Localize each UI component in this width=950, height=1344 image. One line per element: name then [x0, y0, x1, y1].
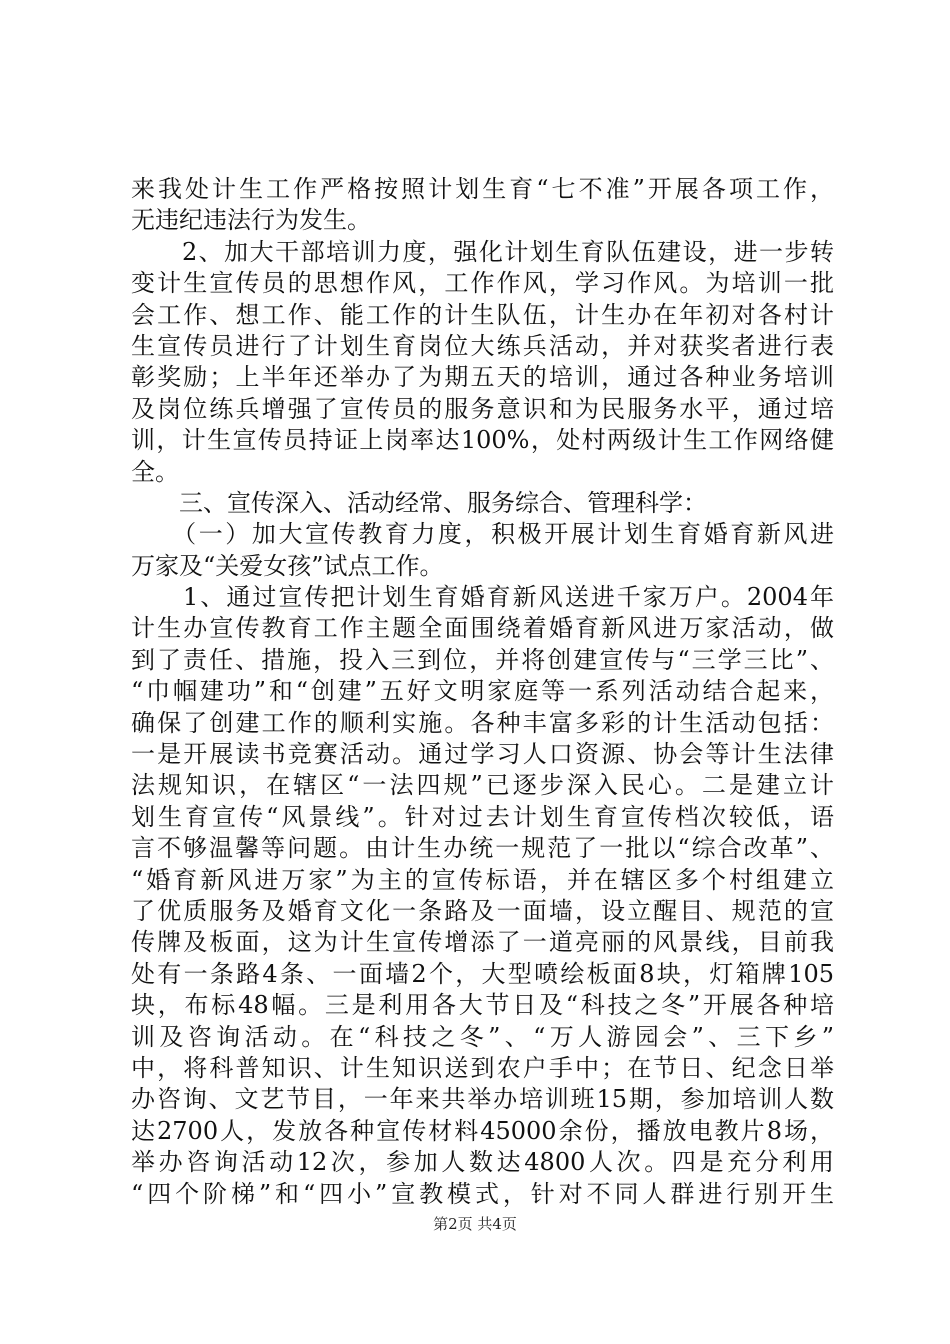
text-line: “巾帼建功”和“创建”五好文明家庭等一系列活动结合起来， — [131, 677, 834, 706]
text-line: 2、加大干部培训力度，强化计划生育队伍建设，进一步转 — [131, 237, 834, 266]
text-line: 三、宣传深入、活动经常、服务综合、管理科学： — [131, 488, 707, 517]
text-line: 会工作、想工作、能工作的计生队伍，计生办在年初对各村计 — [131, 300, 834, 329]
text-line: 划生育宣传“风景线”。针对过去计划生育宣传档次较低，语 — [131, 802, 834, 831]
text-line: 及岗位练兵增强了宣传员的服务意识和为民服务水平，通过培 — [131, 394, 834, 423]
document-body — [131, 174, 834, 1210]
text-line: 计生办宣传教育工作主题全面围绕着婚育新风进万家活动，做 — [131, 614, 834, 643]
text-line: 来我处计生工作严格按照计划生育“七不准”开展各项工作， — [131, 175, 834, 203]
text-line: 生宣传员进行了计划生育岗位大练兵活动，并对获奖者进行表 — [131, 331, 834, 360]
text-line: 无违纪违法行为发生。 — [131, 206, 371, 235]
text-line: 变计生宣传员的思想作风，工作作风，学习作风。为培训一批 — [131, 269, 834, 298]
text-line: “四个阶梯”和“四小”宣教模式，针对不同人群进行别开生 — [131, 1179, 834, 1208]
text-line: 言不够温馨等问题。由计生办统一规范了一批以“综合改革”、 — [131, 834, 834, 863]
text-line: 一是开展读书竞赛活动。通过学习人口资源、协会等计生法律 — [131, 740, 834, 769]
page-number-footer: 第2页 共4页 — [433, 1215, 517, 1233]
text-line: 训，计生宣传员持证上岗率达100%，处村两级计生工作网络健 — [131, 426, 834, 455]
text-line: “婚育新风进万家”为主的宣传标语，并在辖区多个村组建立 — [131, 865, 834, 894]
text-line: 传牌及板面，这为计生宣传增添了一道亮丽的风景线，目前我 — [131, 928, 834, 957]
text-line: 全。 — [131, 457, 179, 486]
text-line: 举办咨询活动12次，参加人数达4800人次。四是充分利用 — [131, 1148, 834, 1177]
text-line: 块，布标48幅。三是利用各大节日及“科技之冬”开展各种培 — [131, 991, 834, 1020]
text-line: 万家及“关爱女孩”试点工作。 — [131, 551, 444, 580]
text-line: 确保了创建工作的顺利实施。各种丰富多彩的计生活动包括： — [131, 708, 834, 737]
text-line: 达2700人，发放各种宣传材料45000余份，播放电教片8场， — [131, 1116, 834, 1145]
text-line: 办咨询、文艺节目，一年来共举办培训班15期，参加培训人数 — [131, 1085, 834, 1114]
text-line: 彰奖励；上半年还举办了为期五天的培训，通过各种业务培训 — [131, 363, 834, 392]
text-line: 法规知识，在辖区“一法四规”已逐步深入民心。二是建立计 — [131, 771, 834, 800]
text-line: 中，将科普知识、计生知识送到农户手中；在节日、纪念日举 — [131, 1053, 834, 1082]
text-line: 到了责任、措施，投入三到位，并将创建宣传与“三学三比”、 — [131, 645, 834, 674]
text-line: 1、通过宣传把计划生育婚育新风送进千家万户。2004年 — [131, 583, 834, 612]
text-line: （一）加大宣传教育力度，积极开展计划生育婚育新风进 — [131, 520, 834, 549]
text-line: 处有一条路4条、一面墙2个，大型喷绘板面8块，灯箱牌105 — [131, 959, 834, 988]
text-line: 训及咨询活动。在“科技之冬”、“万人游园会”、三下乡” — [131, 1022, 834, 1051]
text-line: 了优质服务及婚育文化一条路及一面墙，设立醒目、规范的宣 — [131, 896, 834, 925]
